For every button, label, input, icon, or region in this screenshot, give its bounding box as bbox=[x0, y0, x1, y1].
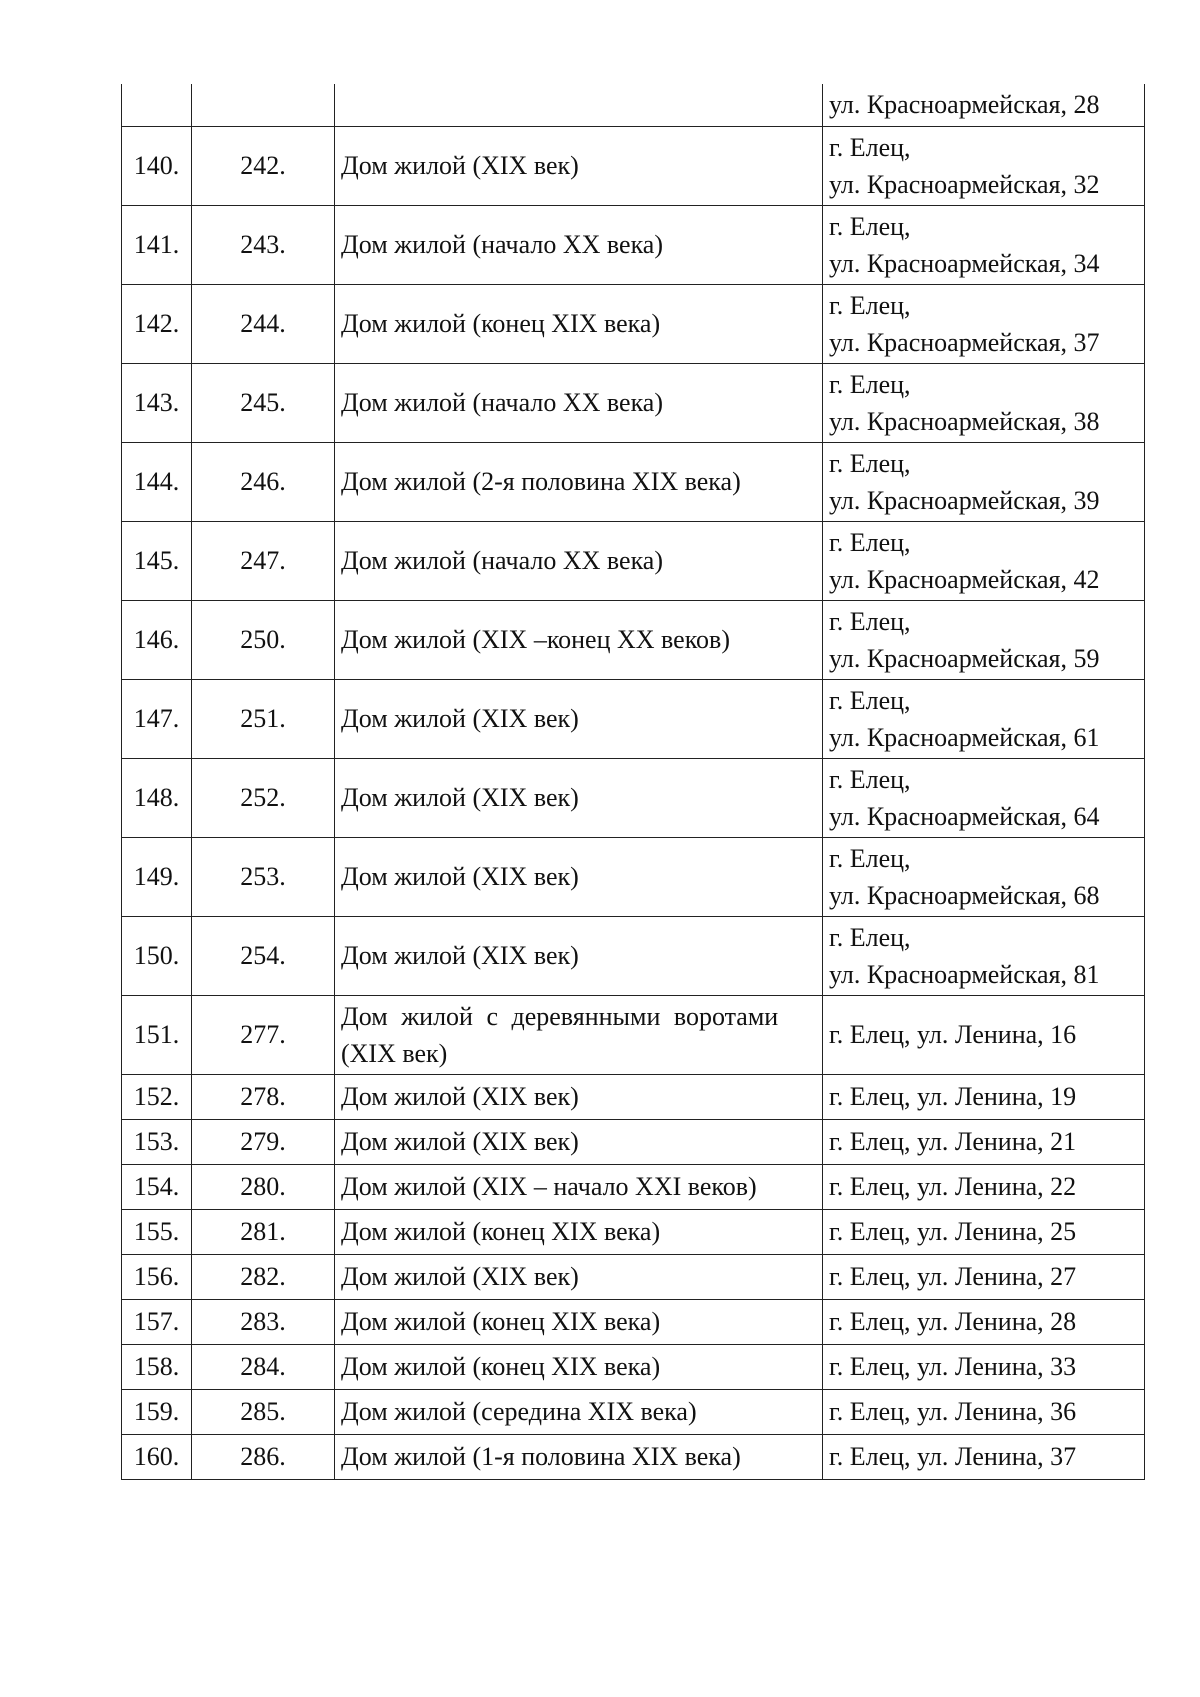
registry-number-cell: 254. bbox=[192, 916, 335, 995]
address-line: г. Елец, bbox=[829, 448, 911, 478]
table-row bbox=[122, 1344, 1145, 1389]
address-line: г. Елец, bbox=[829, 369, 911, 399]
row-number-cell: 156. bbox=[122, 1254, 192, 1299]
row-number-cell: 143. bbox=[122, 363, 192, 442]
table-row bbox=[122, 600, 1145, 679]
object-name-cell: Дом жилой (XIX век) bbox=[335, 837, 823, 916]
table-row bbox=[122, 1389, 1145, 1434]
address-cell: г. Елец, ул. Ленина, 33 bbox=[823, 1344, 1145, 1389]
address-cell: г. Елец, ул. Ленина, 37 bbox=[823, 1434, 1145, 1479]
object-name-cell bbox=[335, 995, 823, 1074]
registry-number-cell: 285. bbox=[192, 1389, 335, 1434]
object-name-cell: Дом жилой (XIX век) bbox=[335, 126, 823, 205]
address-cell bbox=[823, 521, 1145, 600]
address-cell bbox=[823, 284, 1145, 363]
row-number-cell: 148. bbox=[122, 758, 192, 837]
row-number-cell: 158. bbox=[122, 1344, 192, 1389]
object-name-cell: Дом жилой (начало XX века) bbox=[335, 205, 823, 284]
row-number-cell: 159. bbox=[122, 1389, 192, 1434]
registry-number-cell: 278. bbox=[192, 1074, 335, 1119]
row-number-cell: 157. bbox=[122, 1299, 192, 1344]
object-name-cell: Дом жилой (2-я половина XIX века) bbox=[335, 442, 823, 521]
address-cell: г. Елец, ул. Ленина, 25 bbox=[823, 1209, 1145, 1254]
address-cell: г. Елец, ул. Ленина, 27 bbox=[823, 1254, 1145, 1299]
object-name-cell: Дом жилой (середина XIX века) bbox=[335, 1389, 823, 1434]
address-cell bbox=[823, 758, 1145, 837]
address-line: ул. Красноармейская, 59 bbox=[829, 643, 1100, 673]
registry-number-cell: 277. bbox=[192, 995, 335, 1074]
address-cell bbox=[823, 679, 1145, 758]
address-cell bbox=[823, 126, 1145, 205]
registry-number-cell: 281. bbox=[192, 1209, 335, 1254]
row-number-cell: 146. bbox=[122, 600, 192, 679]
address-line: ул. Красноармейская, 39 bbox=[829, 485, 1100, 515]
address-line: ул. Красноармейская, 28 bbox=[829, 90, 1100, 120]
table-row bbox=[122, 758, 1145, 837]
address-line: г. Елец, bbox=[829, 290, 911, 320]
row-number-cell: 144. bbox=[122, 442, 192, 521]
row-number-cell: 147. bbox=[122, 679, 192, 758]
heritage-objects-table bbox=[121, 84, 1145, 1480]
object-name-cell: Дом жилой (XIX век) bbox=[335, 679, 823, 758]
address-line: г. Елец, bbox=[829, 764, 911, 794]
address-cell bbox=[823, 205, 1145, 284]
address-cell bbox=[823, 442, 1145, 521]
address-line: ул. Красноармейская, 32 bbox=[829, 169, 1100, 199]
registry-number-cell: 247. bbox=[192, 521, 335, 600]
address-cell: г. Елец, ул. Ленина, 28 bbox=[823, 1299, 1145, 1344]
object-name-cell: Дом жилой (конец XIX века) bbox=[335, 1209, 823, 1254]
row-number-cell bbox=[122, 84, 192, 126]
object-name-cell: Дом жилой (конец XIX века) bbox=[335, 1299, 823, 1344]
registry-number-cell: 279. bbox=[192, 1119, 335, 1164]
address-line: г. Елец, bbox=[829, 922, 911, 952]
object-name-cell: Дом жилой (конец XIX века) bbox=[335, 1344, 823, 1389]
object-name-line: Дом жилой с деревянными воротами bbox=[341, 1001, 779, 1031]
object-name-cell: Дом жилой (XIX век) bbox=[335, 1119, 823, 1164]
address-line: ул. Красноармейская, 38 bbox=[829, 406, 1100, 436]
registry-number-cell: 253. bbox=[192, 837, 335, 916]
object-name-line: (XIX век) bbox=[341, 1038, 448, 1068]
registry-number-cell: 284. bbox=[192, 1344, 335, 1389]
registry-number-cell: 283. bbox=[192, 1299, 335, 1344]
object-name-cell: Дом жилой (начало XX века) bbox=[335, 363, 823, 442]
address-cell bbox=[823, 84, 1145, 126]
table-row bbox=[122, 1119, 1145, 1164]
address-cell: г. Елец, ул. Ленина, 16 bbox=[823, 995, 1145, 1074]
address-cell: г. Елец, ул. Ленина, 22 bbox=[823, 1164, 1145, 1209]
registry-number-cell: 251. bbox=[192, 679, 335, 758]
address-line: ул. Красноармейская, 34 bbox=[829, 248, 1100, 278]
address-cell bbox=[823, 600, 1145, 679]
table-row bbox=[122, 1434, 1145, 1479]
registry-number-cell bbox=[192, 84, 335, 126]
table-row bbox=[122, 284, 1145, 363]
registry-number-cell: 245. bbox=[192, 363, 335, 442]
row-number-cell: 152. bbox=[122, 1074, 192, 1119]
row-number-cell: 142. bbox=[122, 284, 192, 363]
address-line: г. Елец, bbox=[829, 685, 911, 715]
object-name-cell: Дом жилой (XIX век) bbox=[335, 1074, 823, 1119]
address-line: ул. Красноармейская, 81 bbox=[829, 959, 1100, 989]
registry-number-cell: 280. bbox=[192, 1164, 335, 1209]
row-number-cell: 145. bbox=[122, 521, 192, 600]
object-name-cell: Дом жилой (XIX – начало XXI веков) bbox=[335, 1164, 823, 1209]
address-line: г. Елец, bbox=[829, 211, 911, 241]
registry-number-cell: 252. bbox=[192, 758, 335, 837]
object-name-cell: Дом жилой (XIX –конец XX веков) bbox=[335, 600, 823, 679]
registry-number-cell: 282. bbox=[192, 1254, 335, 1299]
address-line: г. Елец, bbox=[829, 606, 911, 636]
address-line: ул. Красноармейская, 61 bbox=[829, 722, 1100, 752]
object-name-cell: Дом жилой (XIX век) bbox=[335, 1254, 823, 1299]
row-number-cell: 140. bbox=[122, 126, 192, 205]
table-row bbox=[122, 916, 1145, 995]
table-row bbox=[122, 363, 1145, 442]
object-name-cell: Дом жилой (1-я половина XIX века) bbox=[335, 1434, 823, 1479]
address-line: ул. Красноармейская, 37 bbox=[829, 327, 1100, 357]
table-row bbox=[122, 1299, 1145, 1344]
table-row bbox=[122, 442, 1145, 521]
object-name-cell: Дом жилой (конец XIX века) bbox=[335, 284, 823, 363]
row-number-cell: 153. bbox=[122, 1119, 192, 1164]
row-number-cell: 151. bbox=[122, 995, 192, 1074]
address-line: ул. Красноармейская, 64 bbox=[829, 801, 1100, 831]
table-row bbox=[122, 205, 1145, 284]
registry-number-cell: 242. bbox=[192, 126, 335, 205]
object-name-cell: Дом жилой (XIX век) bbox=[335, 758, 823, 837]
table-row bbox=[122, 1254, 1145, 1299]
address-cell bbox=[823, 363, 1145, 442]
object-name-cell: Дом жилой (начало XX века) bbox=[335, 521, 823, 600]
address-line: г. Елец, bbox=[829, 843, 911, 873]
table-row bbox=[122, 126, 1145, 205]
row-number-cell: 154. bbox=[122, 1164, 192, 1209]
address-cell bbox=[823, 837, 1145, 916]
registry-number-cell: 246. bbox=[192, 442, 335, 521]
address-line: г. Елец, bbox=[829, 527, 911, 557]
address-line: г. Елец, bbox=[829, 132, 911, 162]
address-line: ул. Красноармейская, 42 bbox=[829, 564, 1100, 594]
row-number-cell: 141. bbox=[122, 205, 192, 284]
row-number-cell: 155. bbox=[122, 1209, 192, 1254]
table-row bbox=[122, 837, 1145, 916]
row-number-cell: 160. bbox=[122, 1434, 192, 1479]
registry-number-cell: 286. bbox=[192, 1434, 335, 1479]
address-cell: г. Елец, ул. Ленина, 19 bbox=[823, 1074, 1145, 1119]
registry-number-cell: 244. bbox=[192, 284, 335, 363]
address-line: ул. Красноармейская, 68 bbox=[829, 880, 1100, 910]
row-number-cell: 150. bbox=[122, 916, 192, 995]
address-cell: г. Елец, ул. Ленина, 21 bbox=[823, 1119, 1145, 1164]
table-row bbox=[122, 84, 1145, 126]
table-row bbox=[122, 679, 1145, 758]
object-name-cell: Дом жилой (XIX век) bbox=[335, 916, 823, 995]
address-cell bbox=[823, 916, 1145, 995]
table-row bbox=[122, 995, 1145, 1074]
table-row bbox=[122, 521, 1145, 600]
registry-number-cell: 243. bbox=[192, 205, 335, 284]
address-cell: г. Елец, ул. Ленина, 36 bbox=[823, 1389, 1145, 1434]
table-row bbox=[122, 1164, 1145, 1209]
object-name-cell bbox=[335, 84, 823, 126]
registry-number-cell: 250. bbox=[192, 600, 335, 679]
table-row bbox=[122, 1074, 1145, 1119]
table-row bbox=[122, 1209, 1145, 1254]
row-number-cell: 149. bbox=[122, 837, 192, 916]
